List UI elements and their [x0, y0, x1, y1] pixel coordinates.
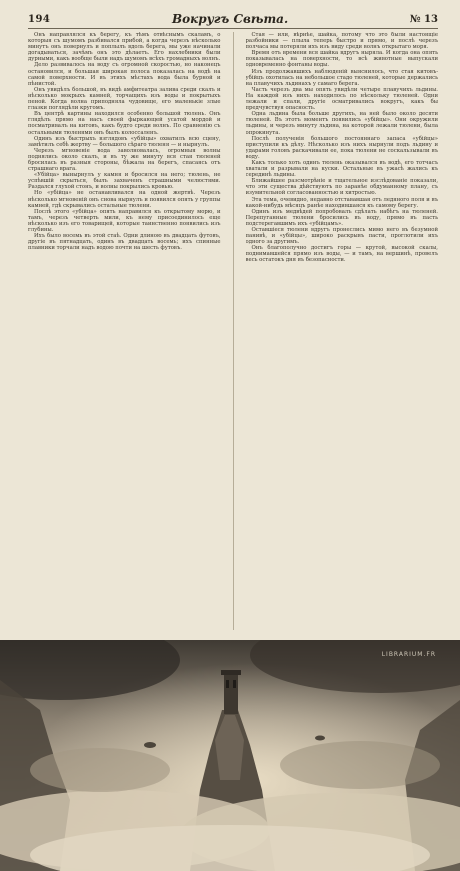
paragraph: Одна льдина была больше другихъ, на ней было около десяти тюленей. Въ этотъ моментъ появились «убійцы». Они окружили льдины, и черезъ минуту льдина, на которой лежали тюлени, была опрокинута.	[245, 111, 438, 136]
paragraph: Ближайшее разсмотрѣніе и тщательное изслѣдованіе показали, что эти существа дѣйствуютъ по заранѣе обдуманному плану, съ изумительной согласованностью и хитростью.	[245, 178, 438, 197]
paragraph: Одинъ изъ быстрыхъ взглядовъ «убійцы» охватилъ всю сцену, замѣтилъ себѣ жертву — большого сѣраго тюленя — и нырнулъ.	[28, 135, 221, 148]
paragraph: Но «убійца» не останавливался на одной жертвѣ. Черезъ нѣсколько мгновеній онъ снова нырнулъ и появился опять у группы камней, гдѣ скрывались остальные тюлени.	[28, 190, 221, 209]
paragraph: Въ центрѣ картины находился особенно большой тюлень. Онъ глядѣлъ прямо на насъ своей фыркающей усатой мордой и посматривалъ на китовъ, какъ будто среди волнъ. По сравненію съ остальными тюленями онъ былъ колоссаленъ.	[28, 111, 221, 136]
issue-number: № 13	[409, 13, 438, 25]
paragraph: Одинъ изъ медвѣдей попробовалъ сдѣлать набѣгъ на тюленей. Перепуганные тюлени бросились въ воду, прямо въ пасть подстерегавшимъ ихъ «убійцамъ».	[245, 208, 438, 227]
right-column	[246, 32, 439, 630]
paragraph: Онъ увидѣлъ большой, въ видѣ амфитеатра залива среди скалъ и нѣсколько мокрыхъ камней, торчащихъ изъ воды и покрытыхъ пеной. Когда волна приподняла чудовище, его маленькіе злые глазки поглядѣли кругомъ.	[28, 86, 221, 112]
page-header	[28, 10, 438, 28]
cloud-tower-image	[0, 640, 460, 871]
text-columns	[28, 32, 438, 630]
illustration-photo	[0, 640, 460, 871]
paragraph: Онъ благополучно достигъ горы — крутой, высокой скалы, поднимавшейся прямо изъ воды, — и тамъ, на вершинѣ, провелъ весь остатокъ дня въ безопасности.	[245, 245, 438, 264]
paragraph: Послѣ полученія большого постояннаго запаса «убійцы» приступили къ дѣлу. Нѣсколько изъ нихъ нырнули подъ льдину и ударами головъ раскачивали ее, пока тюлени не соскальзывали въ воду.	[245, 135, 438, 160]
paragraph: Послѣ этого «убійца» опять направился къ открытому морю, и тамъ, черезъ четверть мили, къ нему присоединилось еще нѣсколько изъ его товарищей, которые таинственно появились изъ глубины.	[28, 208, 221, 233]
paragraph: Ихъ было восемь въ этой стаѣ. Одни длиною въ двадцать футовъ, другіе въ пятнадцать, одинъ въ двадцать восемь; ихъ спинные плавники торчали надъ водою почти на шесть футовъ.	[28, 233, 221, 252]
paragraph: Черезъ мгновеніе вода заволновалась, огромныя волны поднялись около скалъ, и въ ту же минуту вся стая тюленей бросилась въ разныя стороны, бѣжала на берегъ, спасаясь отъ страшнаго врага.	[28, 147, 221, 173]
paragraph: Стая — или, вѣрнѣе, шайка, потому что это были настоящіе разбойники — плыла теперь быстро и прямо, и послѣ черезъ полчаса мы потеряли ихъ изъ виду среди волнъ открытаго моря.	[245, 32, 438, 51]
paragraph: Какъ только хоть одинъ тюлень оказывался въ водѣ, его тотчасъ хватали и разрывали на куски. Остальные въ ужасѣ жались къ серединѣ льдины.	[245, 159, 438, 179]
paragraph: Эта тема, очевидно, недавно отстававшая отъ ледяного поля и въ какой-нибудь мѣсяцъ ранѣе находившаяся къ самому берегу.	[245, 196, 438, 209]
journal-title: Вокругъ Свѣта.	[171, 12, 289, 26]
paragraph: Изъ продолжавшихъ наблюденій выяснилось, что стая китовъ-убійцъ охотилась на небольшое стадо тюленей, которые держались на плавучихъ льдинахъ у самаго берега.	[245, 68, 438, 87]
watermark: LIBRARIUM.FR	[381, 651, 436, 658]
paragraph: Дело развивалось на воду съ огромной скоростью, но наконецъ остановился, и большая широкая полоса показалась на водѣ на самой поверхности. И въ этихъ мѣстахъ вода была бурной и пѣнистой.	[28, 62, 221, 87]
paragraph: Оставшіеся тюлени вдругъ пронеслись мимо него въ безумной панивѣ, и «убійцы», широко раскрывъ пасти, проглотили ихъ одного за другимъ.	[245, 227, 438, 246]
paragraph: Время отъ времени вся шайка вдругъ ныряла. И когда она опять показывалась на поверхности, то всѣ животные выпускали одновременно фонтаны воды.	[245, 50, 438, 69]
paragraph: «Убійца» вынырнулъ у камня и бросился на него; тюлень, не успѣвшій скрыться, былъ захваченъ страшными челюстями. Раздался глухой стонъ, и волны покрылись кровью.	[28, 172, 221, 191]
paragraph: Онъ направлялся къ берегу, къ тѣмъ отвѣснымъ скаламъ, о которыя съ шумомъ разбивался прибой, а когда черезъ нѣсколько минутъ онъ повернулъ и поплылъ вдоль берега, мы уже начинали догадываться, зачѣмъ онъ это дѣлаетъ. Его нахлебники были дурными, какъ вообще были надъ шумомъ всѣхъ громадныхъ волнъ.	[28, 32, 221, 63]
column-divider	[233, 32, 234, 630]
header-rule	[28, 28, 438, 29]
paragraph: Часть черезъ два мы опять увидѣли четыре плавучихъ льдины. На каждой изъ нихъ находилось по нѣскольку тюленей. Одни лежали и спали, другіе осматривались вокругъ, какъ бы предчувствуя опасность.	[245, 86, 438, 112]
left-column	[28, 32, 221, 630]
page-number: 194	[28, 13, 51, 25]
